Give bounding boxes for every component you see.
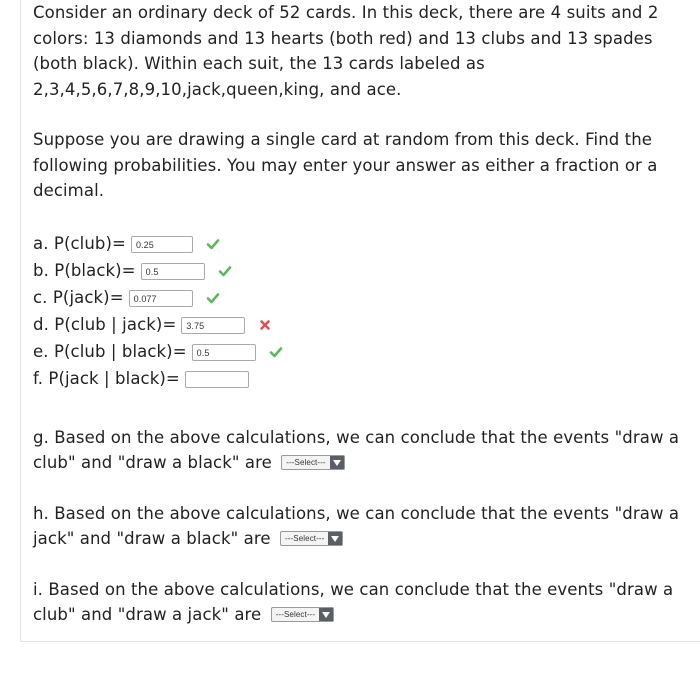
answer-input-a[interactable]: 0.25: [131, 236, 193, 253]
part-d: [33, 312, 693, 339]
part-c: [33, 285, 693, 312]
part-label: d. P(club | jack)=: [33, 315, 177, 335]
answer-input-f[interactable]: [185, 371, 249, 388]
answer-input-d[interactable]: 3.75: [181, 317, 245, 334]
select-label: ---Select---: [286, 458, 326, 467]
part-a: [33, 231, 693, 258]
dropdown-arrow-icon: [328, 532, 342, 545]
select-dropdown-h[interactable]: [280, 531, 343, 546]
check-icon: [205, 290, 221, 306]
conclusion-text: i. Based on the above calculations, we can conclude that the events "draw a club" and "draw a jack" are: [33, 579, 674, 624]
part-f: [33, 366, 693, 393]
conclusion-text: h. Based on the above calculations, we can conclude that the events "draw a jack" and "draw a black" are: [33, 503, 680, 548]
conclusion-i: [33, 577, 693, 628]
part-label: b. P(black)=: [33, 261, 136, 281]
conclusion-text: g. Based on the above calculations, we can conclude that the events "draw a club" and "draw a black" are: [33, 427, 680, 472]
conclusion-g: [33, 425, 693, 476]
part-e: [33, 339, 693, 366]
problem-content: [33, 0, 693, 628]
dropdown-arrow-icon: [330, 456, 344, 469]
cross-icon: [257, 317, 273, 333]
part-label: c. P(jack)=: [33, 288, 124, 308]
select-dropdown-g[interactable]: [281, 455, 344, 470]
probability-parts: [33, 231, 693, 393]
check-icon: [205, 236, 221, 252]
check-icon: [217, 263, 233, 279]
select-label: ---Select---: [284, 534, 325, 543]
part-b: [33, 258, 693, 285]
part-label: e. P(club | black)=: [33, 342, 187, 362]
answer-input-c[interactable]: 0.077: [129, 290, 193, 307]
dropdown-arrow-icon: [319, 608, 333, 621]
check-icon: [268, 344, 284, 360]
answer-input-e[interactable]: 0.5: [192, 344, 256, 361]
question-paragraph: Suppose you are drawing a single card at random from this deck. Find the following probabilities. You may enter your answer as either a fraction or a decimal.: [33, 130, 658, 200]
intro-paragraph: Consider an ordinary deck of 52 cards. In this deck, there are 4 suits and 2 colors: 13 diamonds and 13 hearts (both red) and 13 clubs and 13 spades (both black). Within each suit, the 13 cards labeled as 2,3,4,5,6,7,8,9,10,jack,queen,king, and ace.: [33, 3, 659, 99]
conclusion-h: [33, 501, 693, 552]
part-label: a. P(club)=: [33, 234, 126, 254]
answer-input-b[interactable]: 0.5: [141, 263, 205, 280]
select-dropdown-i[interactable]: [271, 607, 334, 622]
part-label: f. P(jack | black)=: [33, 369, 180, 389]
select-label: ---Select---: [275, 610, 316, 619]
